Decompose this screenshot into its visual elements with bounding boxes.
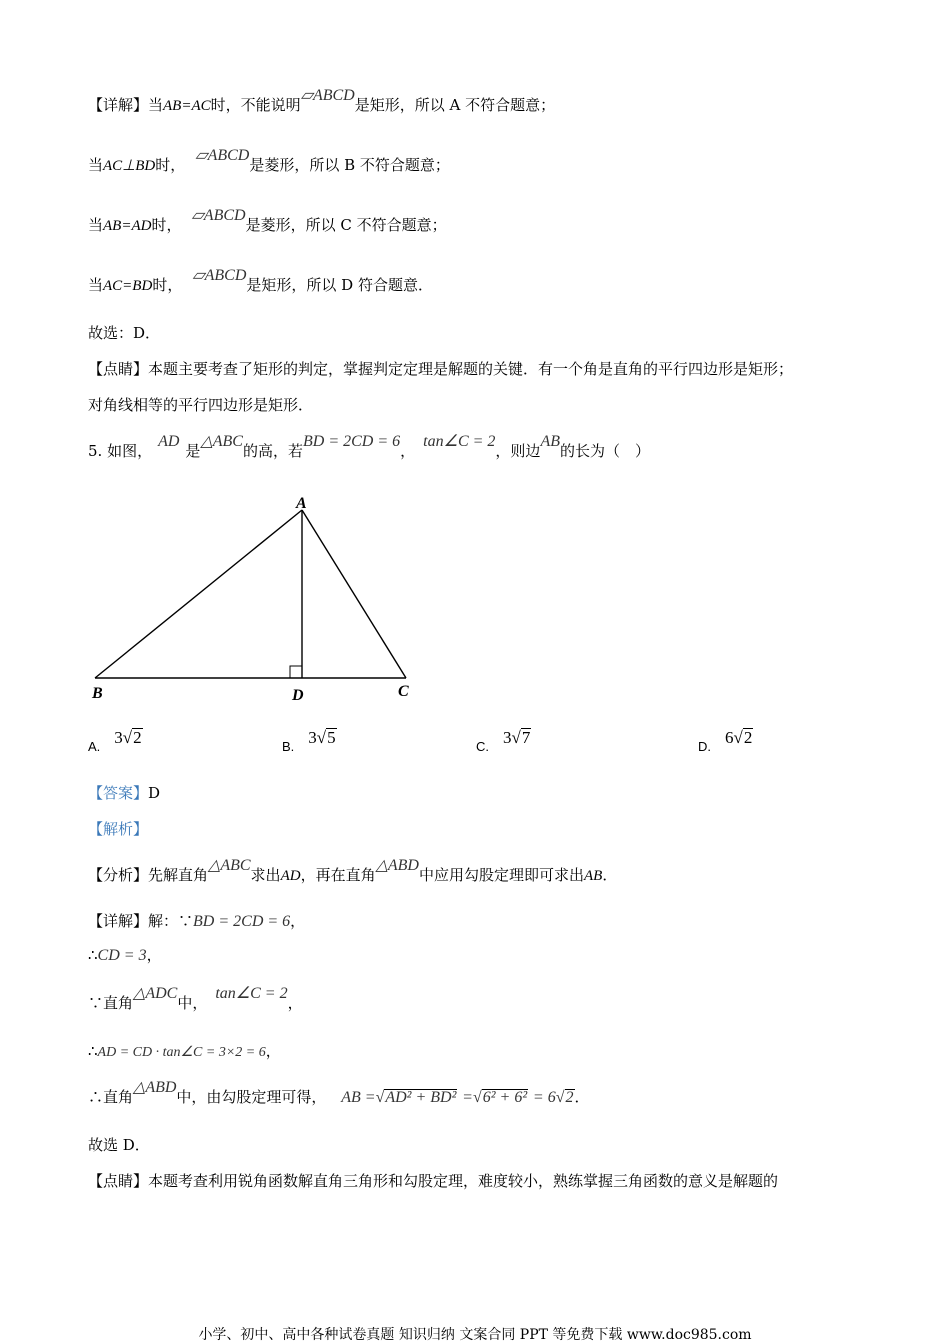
choice-a[interactable]: A. 3√2	[88, 728, 142, 754]
remark-line-2: 对角线相等的平行四边形是矩形．	[88, 396, 314, 414]
radicand: 2	[743, 728, 753, 747]
math: △ABC	[200, 433, 243, 450]
text: 中应用勾股定理即可求出	[418, 866, 584, 884]
text: 【详解】当	[88, 96, 164, 114]
text: 的高，若	[242, 442, 303, 460]
text: 【详解】解：∵	[88, 912, 194, 930]
parallelogram-symbol: ▱ABCD	[191, 207, 246, 224]
answer-line	[88, 782, 160, 803]
label-c: C	[398, 683, 409, 700]
text: 的长为（ ）	[559, 442, 650, 460]
text: 时，	[155, 156, 186, 174]
radicand: AD² + BD²	[385, 1089, 457, 1106]
text: ∴	[88, 1042, 98, 1060]
text: 是菱形，所以 C 不符合题意；	[245, 216, 447, 234]
coef: 3	[114, 728, 123, 747]
text: 是矩形，所以 D 符合题意．	[246, 276, 433, 294]
text: ，	[290, 912, 306, 930]
radicand: 5	[327, 728, 336, 747]
text: ，则边	[495, 442, 541, 460]
parallelogram-symbol: ▱ABCD	[192, 267, 247, 284]
choice-label: B.	[282, 739, 295, 754]
text: ∴	[88, 946, 98, 964]
coef: 3	[308, 728, 317, 747]
math: AB	[584, 868, 603, 884]
answer-value: D	[148, 784, 161, 802]
radicand: 7	[521, 728, 531, 747]
math: △ABC	[208, 857, 251, 874]
question-5	[88, 433, 650, 461]
side-ac	[302, 510, 406, 678]
math: AD = CD · tan∠C = 3×2 = 6	[97, 1045, 266, 1060]
math: △ADC	[133, 985, 178, 1002]
text: ，	[287, 994, 303, 1012]
coef: 6	[725, 728, 734, 747]
right-angle-mark	[290, 666, 302, 678]
math: =	[462, 1089, 473, 1106]
text: ，	[146, 946, 162, 964]
label-b: B	[92, 685, 103, 702]
text: 求出	[250, 866, 281, 884]
math: AD	[158, 433, 180, 450]
math: AB	[540, 433, 560, 450]
math: tan∠C = 2	[423, 433, 496, 450]
math: tan∠C = 2	[215, 985, 288, 1002]
condition: AB=AC	[163, 98, 211, 114]
text: 是矩形，所以 A 不符合题意；	[354, 96, 556, 114]
text: 中，	[177, 994, 208, 1012]
text: ，	[400, 442, 416, 460]
step-5: ∴直角△ABD中，由勾股定理可得， AB =√AD² + BD² =√6² + 6² = 6√2．	[88, 1079, 590, 1106]
choice-b[interactable]: B. 3√5	[282, 728, 336, 754]
step-4	[88, 1040, 281, 1061]
step-3	[88, 985, 303, 1013]
step-6: 故选 D．	[88, 1136, 150, 1154]
choice-label: A.	[88, 739, 101, 754]
question-number: 5. 如图，	[88, 442, 153, 460]
detail-line-4	[88, 267, 433, 295]
footer[interactable]: 小学、初中、高中各种试卷真题 知识归纳 文案合同 PPT 等免费下载 www.doc985.com	[198, 1327, 752, 1343]
detail-line-2	[88, 147, 450, 175]
text: ∵直角	[88, 994, 134, 1012]
analysis-tag: 【解析】	[88, 820, 149, 838]
math: = 6	[532, 1089, 556, 1106]
text: 当	[88, 156, 104, 174]
radicand: 2	[133, 728, 142, 747]
text: ．	[574, 1088, 590, 1106]
choice-label: D.	[698, 739, 711, 754]
text: 中，由勾股定理可得，	[176, 1088, 327, 1106]
parallelogram-symbol: ▱ABCD	[300, 87, 355, 104]
text: 【分析】先解直角	[88, 866, 209, 884]
choice-label: C.	[476, 739, 489, 754]
text: ∴直角	[88, 1088, 134, 1106]
coef: 3	[503, 728, 512, 747]
text: 时，	[152, 276, 183, 294]
math: △ABD	[133, 1079, 177, 1096]
text: 当	[88, 276, 104, 294]
condition: AC⊥BD	[103, 158, 156, 174]
math: CD = 3	[97, 947, 147, 964]
condition: AC=BD	[103, 278, 153, 294]
math: △ABD	[375, 857, 419, 874]
text: 是菱形，所以 B 不符合题意；	[249, 156, 450, 174]
detail-line-1	[88, 87, 556, 115]
remark-line: 【点睛】本题考查利用锐角函数解直角三角形和勾股定理，难度较小，熟练掌握三角函数的意义是解题的	[88, 1172, 779, 1190]
triangle-figure	[80, 486, 440, 706]
step-1	[88, 910, 305, 931]
math: AB =	[341, 1089, 376, 1106]
math: BD = 2CD = 6	[193, 913, 291, 930]
text: 时，	[151, 216, 182, 234]
text: 当	[88, 216, 104, 234]
remark-line-1: 【点睛】本题主要考查了矩形的判定，掌握判定定理是解题的关键．有一个角是直角的平行四边形是矩形；	[88, 360, 794, 378]
text: ，再在直角	[300, 866, 376, 884]
step-2	[88, 944, 162, 965]
choice-d[interactable]: D. 6√2	[698, 728, 753, 754]
math: BD = 2CD = 6	[302, 433, 401, 450]
radicand: 2	[565, 1089, 574, 1106]
condition: AB=AD	[103, 218, 152, 234]
text: ，	[265, 1042, 281, 1060]
choice-c[interactable]: C. 3√7	[476, 728, 531, 754]
radicand: 6² + 6²	[482, 1089, 528, 1106]
answer-tag: 【答案】	[88, 784, 149, 802]
side-ab	[95, 510, 302, 678]
parallelogram-symbol: ▱ABCD	[195, 147, 250, 164]
fenxi-line	[88, 857, 618, 885]
text: 是	[185, 442, 201, 460]
math: AD	[280, 868, 301, 884]
label-d: D	[292, 687, 304, 704]
text: ．	[602, 866, 618, 884]
text: 时，不能说明	[210, 96, 301, 114]
detail-line-3	[88, 207, 447, 235]
label-a: A	[296, 495, 307, 512]
conclusion-line: 故选：D．	[88, 324, 161, 342]
